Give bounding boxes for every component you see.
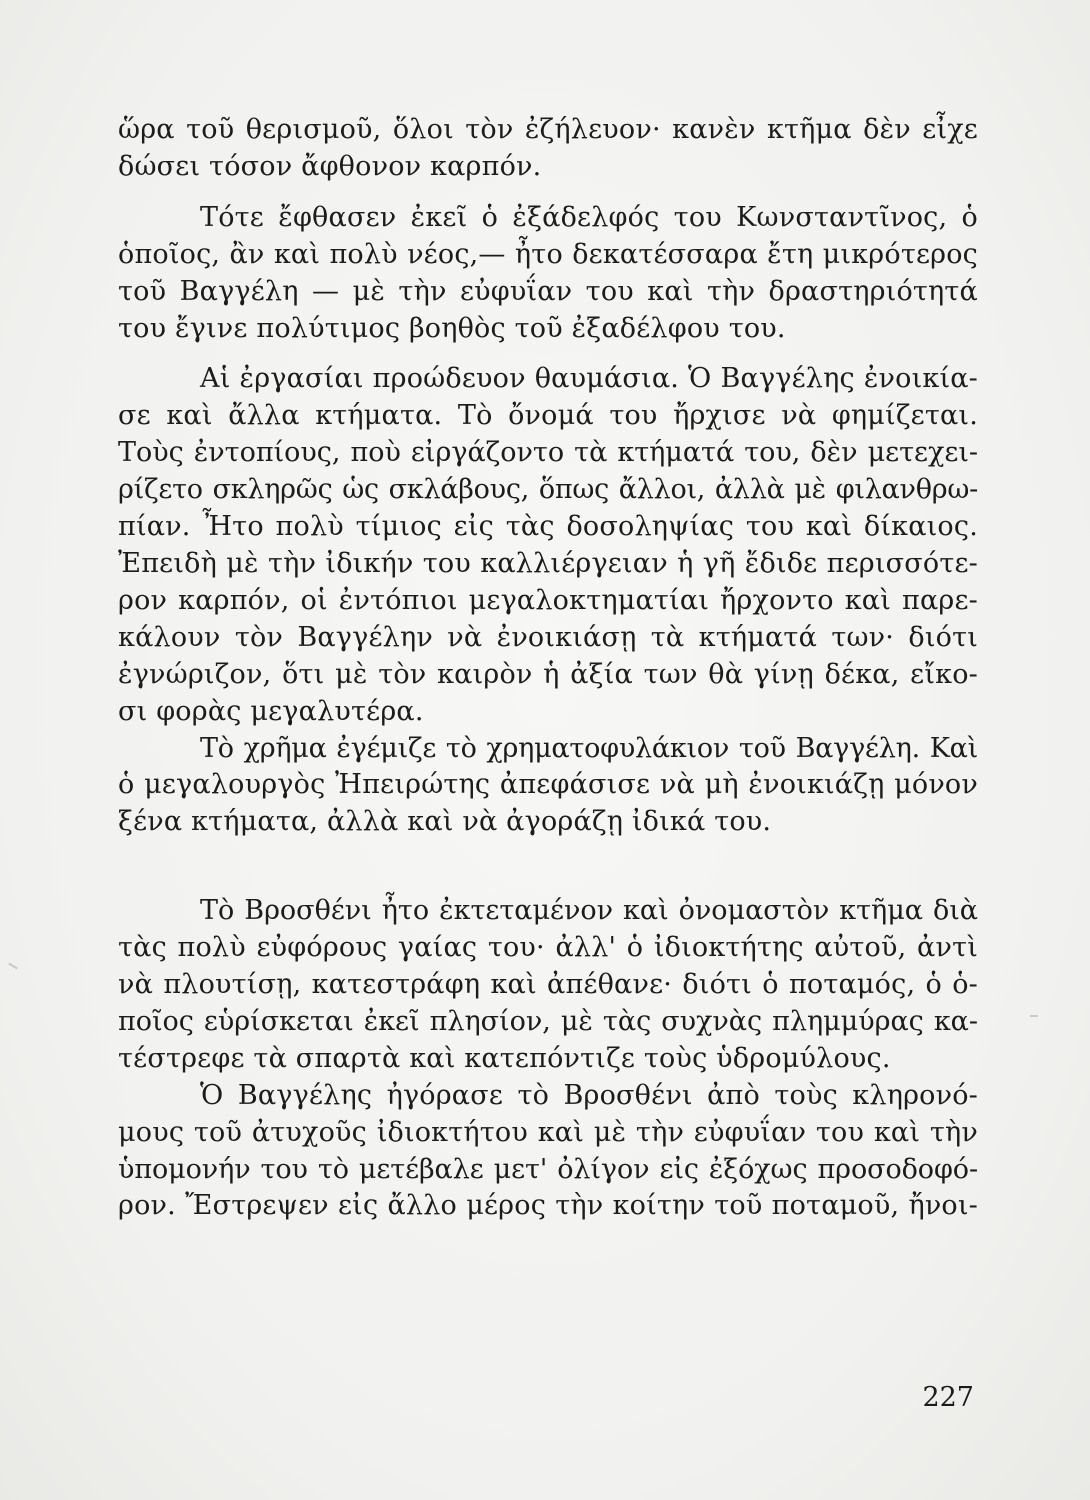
text-line: ὁ μεγαλουργὸς Ἠπειρώτης ἀπεφάσισε νὰ μὴ ἐνοικιάζῃ μόνον [118,769,978,801]
text-line: πίαν. Ἦτο πολὺ τίμιος εἰς τὰς δοσοληψίας του καὶ δίκαιος. [118,511,978,543]
body-text [118,112,978,1225]
text-line: κάλουν τὸν Βαγγέλην νὰ ἐνοικιάσῃ τὰ κτήματά των· διότι [118,621,978,653]
text-line: του ἔγινε πολύτιμος βοηθὸς τοῦ ἐξαδέλφου του. [118,312,786,344]
text-line: τέστρεφε τὰ σπαρτὰ καὶ κατεπόντιζε τοὺς ὑδρομύλους. [118,1042,891,1074]
scan-speck [8,963,18,970]
text-line: σε καὶ ἄλλα κτήματα. Τὸ ὄνομά του ἤρχισε νὰ φημίζεται. [118,400,978,432]
text-line: ρίζετο σκληρῶς ὡς σκλάβους, ὅπως ἄλλοι, ἀλλὰ μὲ φιλανθρω- [118,474,978,506]
scan-speck [1030,1015,1038,1017]
text-line: τὰς πολὺ εὐφόρους γαίας του· ἀλλ' ὁ ἰδιοκτήτης αὐτοῦ, ἀντὶ [118,932,978,964]
text-line: Τοὺς ἐντοπίους, ποὺ εἰργάζοντο τὰ κτήματά του, δὲν μετεχει- [118,437,978,469]
paragraph-gap [118,347,978,361]
paragraph-6 [118,1078,978,1226]
text-line: Τότε ἔφθασεν ἐκεῖ ὁ ἐξάδελφός του Κωνσταντῖνος, ὁ [200,201,978,233]
text-line: ξένα κτήματα, ἀλλὰ καὶ νὰ ἀγοράζῃ ἰδικά του. [118,806,772,838]
text-line: Τὸ χρῆμα ἐγέμιζε τὸ χρηματοφυλάκιον τοῦ Βαγγέλη. Καὶ [200,732,978,764]
text-line: ρον καρπόν, οἱ ἐντόπιοι μεγαλοκτηματίαι ἤρχοντο καὶ παρε- [118,584,978,616]
text-line: μους τοῦ ἀτυχοῦς ἰδιοκτήτου καὶ μὲ τὴν εὐφυΐαν του καὶ τὴν [118,1116,978,1148]
text-line: ποῖος εὑρίσκεται ἐκεῖ πλησίον, μὲ τὰς συχνὰς πλημμύρας κα- [118,1005,978,1037]
text-line: ἐγνώριζον, ὅτι μὲ τὸν καιρὸν ἡ ἀξία των θὰ γίνῃ δέκα, εἴκο- [118,658,978,690]
text-line: νὰ πλουτίσῃ, κατεστράφη καὶ ἀπέθανε· διότι ὁ ποταμός, ὁ ὁ- [118,969,978,1001]
section-gap [118,841,978,893]
text-line: Ὁ Βαγγέλης ἠγόρασε τὸ Βροσθένι ἀπὸ τοὺς κληρονό- [200,1079,978,1111]
text-line: ὥρα τοῦ θερισμοῦ, ὅλοι τὸν ἐζήλευον· κανὲν κτῆμα δὲν εἶχε [118,114,978,145]
text-line: Αἱ ἐργασίαι προώδευον θαυμάσια. Ὁ Βαγγέλης ἐνοικία- [200,363,978,395]
text-line: δώσει τόσον ἄφθονον καρπόν. [118,150,542,182]
page-number: 227 [922,1382,974,1413]
paragraph-5 [118,893,978,1078]
text-line: σι φορὰς μεγαλυτέρα. [118,695,424,727]
paragraph-4 [118,731,978,842]
text-line: ὑπομονήν του τὸ μετέβαλε μετ' ὀλίγον εἰς ἐξόχως προσοδοφό- [118,1153,978,1185]
text-line: Ἐπειδὴ μὲ τὴν ἰδικήν του καλλιέργειαν ἡ γῆ ἔδιδε περισσότε- [118,547,978,579]
paragraph-gap [118,186,978,200]
text-line: τοῦ Βαγγέλη — μὲ τὴν εὐφυΐαν του καὶ τὴν δραστηριότητά [118,275,978,307]
text-line: ρον. Ἔστρεψεν εἰς ἄλλο μέρος τὴν κοίτην τοῦ ποταμοῦ, ἤνοι- [118,1190,978,1222]
paragraph-1 [118,112,978,186]
text-line: Τὸ Βροσθένι ἦτο ἐκτεταμένον καὶ ὀνομαστὸν κτῆμα διὰ [200,895,978,927]
paragraph-3 [118,361,978,730]
text-line: ὁποῖος, ἂν καὶ πολὺ νέος,— ἦτο δεκατέσσαρα ἔτη μικρότερος [118,238,978,270]
paragraph-2 [118,200,978,348]
